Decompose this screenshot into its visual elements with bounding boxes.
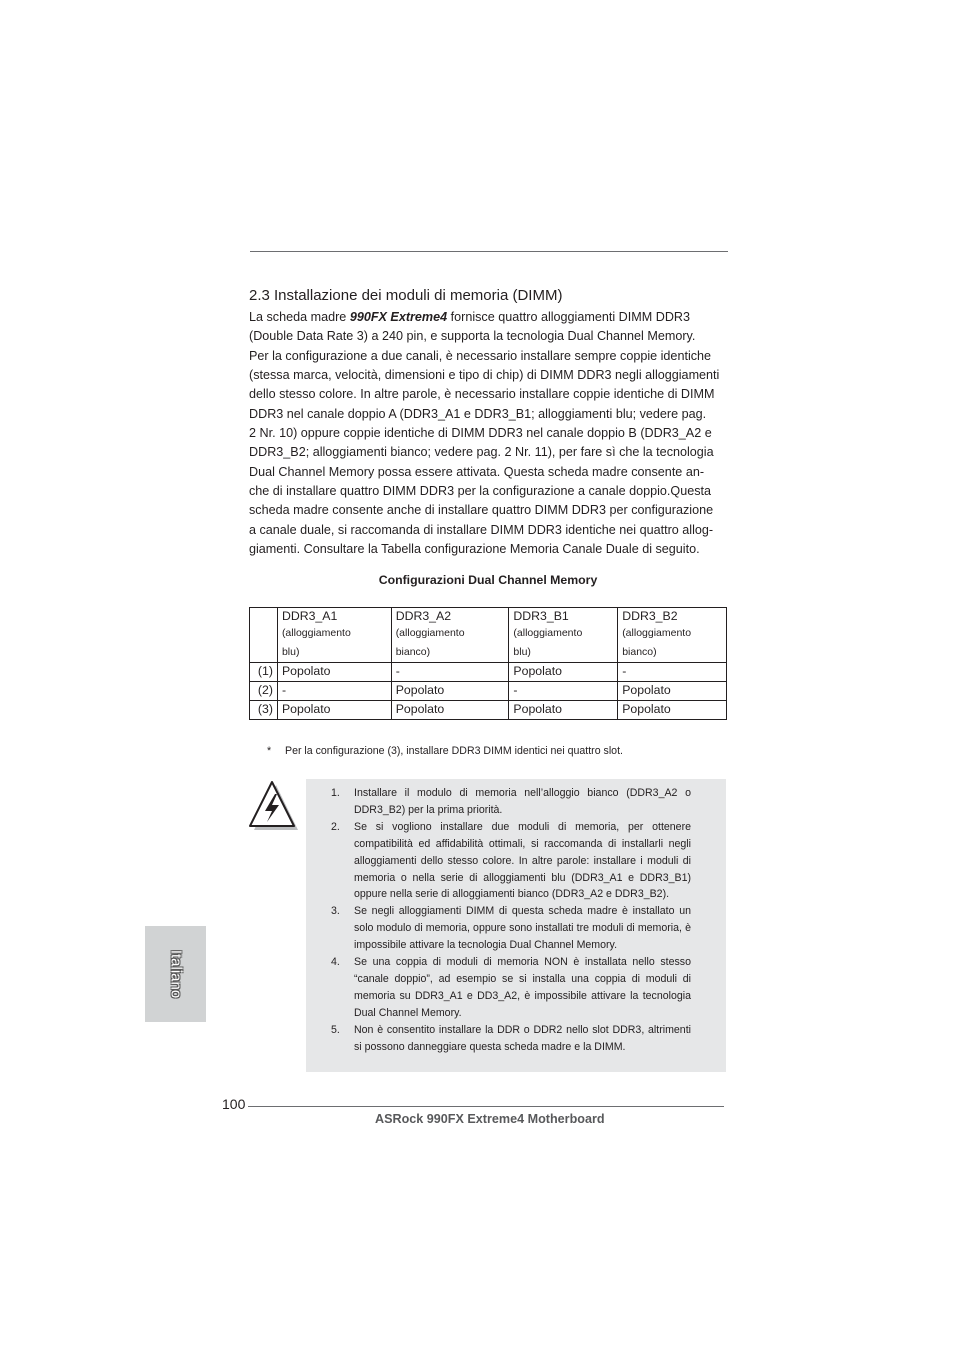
note-number: 5. [331, 1023, 340, 1036]
table-cell: - [618, 663, 727, 682]
table-cell: Popolato [391, 701, 509, 720]
note-number: 2. [331, 820, 340, 833]
slot-note: blu) [513, 646, 531, 658]
note-text: Se una coppia di moduli di memoria NON è installata nello stesso “canale doppio”, ad esempio se si installa una coppia di moduli di memoria su DDR3_A1 e DD3_A2, è impossibile attivare la tecnologia Dual Channel Memory. [354, 956, 691, 1019]
dual-channel-table [249, 607, 727, 720]
body-line: che di installare quattro DIMM DDR3 per la configurazione a canale doppio.Questa [249, 484, 712, 499]
body-line: (Double Data Rate 3) a 240 pin, e supporta la tecnologia Dual Channel Memory. [249, 329, 696, 344]
note-text: Se si vogliono installare due moduli di memoria, per ottenere compatibilità ed affidabilità ottimali, si raccomanda di installarli negli alloggiamenti dello stesso colore. In altre parole: installare i moduli di memoria o nella serie di alloggiamenti blu (DDR3_A1 e DDR3_B1) oppure nella serie di alloggiamenti bianco (DDR3_A2 e DDR3_B2). [354, 820, 691, 901]
slot-note: (alloggiamento [622, 627, 692, 639]
table-cell: Popolato [277, 701, 391, 720]
table-row [250, 701, 727, 720]
notes-list [331, 785, 691, 1056]
list-item [331, 819, 691, 904]
table-corner-cell [250, 608, 278, 663]
list-item [331, 1022, 691, 1056]
slot-note: (alloggiamento [513, 627, 583, 639]
note-text: Non è consentito installare la DDR o DDR2 nello slot DDR3, altrimenti si possono danneggiare questa scheda madre e la DIMM. [354, 1023, 691, 1053]
slot-note: (alloggiamento [395, 627, 465, 639]
body-line: 2 Nr. 10) oppure coppie identiche di DIMM DDR3 nel canale doppio B (DDR3_A2 e [249, 426, 712, 441]
note-number: 3. [331, 905, 340, 918]
row-index: (1) [250, 663, 278, 682]
body-line: scheda madre consente anche di installare quattro DIMM DDR3 per configurazione [249, 503, 714, 518]
footer-text: ASRock 990FX Extreme4 Motherboard [375, 1112, 605, 1126]
note-text: Installare il modulo di memoria nell’alloggio bianco (DDR3_A2 o DDR3_B2) per la prima priorità. [354, 787, 691, 816]
slot-note: bianco) [622, 646, 657, 658]
body-line: DDR3 nel canale doppio A (DDR3_A1 e DDR3_B1; alloggiamenti blu; vedere pag. [249, 406, 707, 421]
body-line: Dual Channel Memory possa essere attivata. Questa scheda madre consente an- [249, 464, 705, 479]
header-cell [277, 608, 391, 663]
slot-name: DDR3_B1 [513, 609, 569, 623]
table-cell: Popolato [391, 682, 509, 701]
body-paragraph [249, 308, 729, 559]
table-cell: Popolato [509, 663, 618, 682]
note-number: 1. [331, 787, 340, 799]
language-tab [145, 926, 206, 1022]
list-item [331, 954, 691, 1022]
high-voltage-warning-icon [248, 780, 298, 830]
header-cell [391, 608, 509, 663]
body-line: giamenti. Consultare la Tabella configurazione Memoria Canale Duale di seguito. [249, 542, 700, 557]
row-index: (2) [250, 682, 278, 701]
model-name: 990FX Extreme4 [349, 310, 448, 324]
table-title: Configurazioni Dual Channel Memory [378, 573, 598, 587]
slot-note: blu) [281, 646, 300, 658]
intro-text-post: fornisce quattro alloggiamenti DIMM DDR3 [447, 310, 691, 324]
language-label: Italiano [167, 949, 184, 999]
slot-name: DDR3_A2 [395, 609, 452, 623]
slot-name: DDR3_B2 [622, 609, 678, 623]
top-divider [250, 251, 728, 252]
footnote-text: Per la configurazione (3), installare DDR3 DIMM identici nei quattro slot. [285, 745, 623, 757]
bottom-divider [248, 1106, 724, 1107]
page-number: 100 [222, 1096, 246, 1112]
slot-name: DDR3_A1 [281, 609, 338, 623]
header-cell [509, 608, 618, 663]
body-line: dello stesso colore. In altre parole, è necessario installare coppie identiche di DIMM [249, 387, 715, 402]
row-index: (3) [250, 701, 278, 720]
slot-note: bianco) [395, 646, 431, 658]
list-item [331, 785, 691, 819]
note-text: Se negli alloggiamenti DIMM di questa scheda madre è installato un solo modulo di memoria, oppure sono installati tre moduli di memoria, è impossibile attivare la tecnologia Dual Channel Memory. [354, 905, 691, 952]
footnote-mark: * [267, 745, 272, 757]
body-line: Per la configurazione a due canali, è necessario installare sempre coppie identiche [249, 348, 712, 363]
body-line [249, 308, 729, 327]
table-cell: Popolato [509, 701, 618, 720]
table-cell: Popolato [277, 663, 391, 682]
table-row [250, 663, 727, 682]
table-header-row [250, 608, 727, 663]
slot-note: (alloggiamento [281, 627, 351, 639]
body-line: DDR3_B2; alloggiamenti bianco; vedere pag. 2 Nr. 11), per fare sì che la tecnologia [249, 445, 714, 460]
note-number: 4. [331, 956, 340, 969]
table-cell: Popolato [618, 682, 727, 701]
list-item [331, 903, 691, 954]
table-cell: - [277, 682, 391, 701]
body-line: a canale duale, si raccomanda di installare DIMM DDR3 identiche nei quattro allog- [249, 522, 714, 537]
body-line: (stessa marca, velocità, dimensioni e tipo di chip) di DIMM DDR3 negli alloggiamenti [249, 368, 720, 383]
section-title: 2.3 Installazione dei moduli di memoria (DIMM) [249, 287, 563, 304]
table-cell: - [509, 682, 618, 701]
table-row [250, 682, 727, 701]
intro-text-pre: La scheda madre [249, 310, 350, 324]
header-cell [618, 608, 727, 663]
table-cell: Popolato [618, 701, 727, 720]
footnote [267, 745, 623, 757]
table-cell: - [391, 663, 509, 682]
